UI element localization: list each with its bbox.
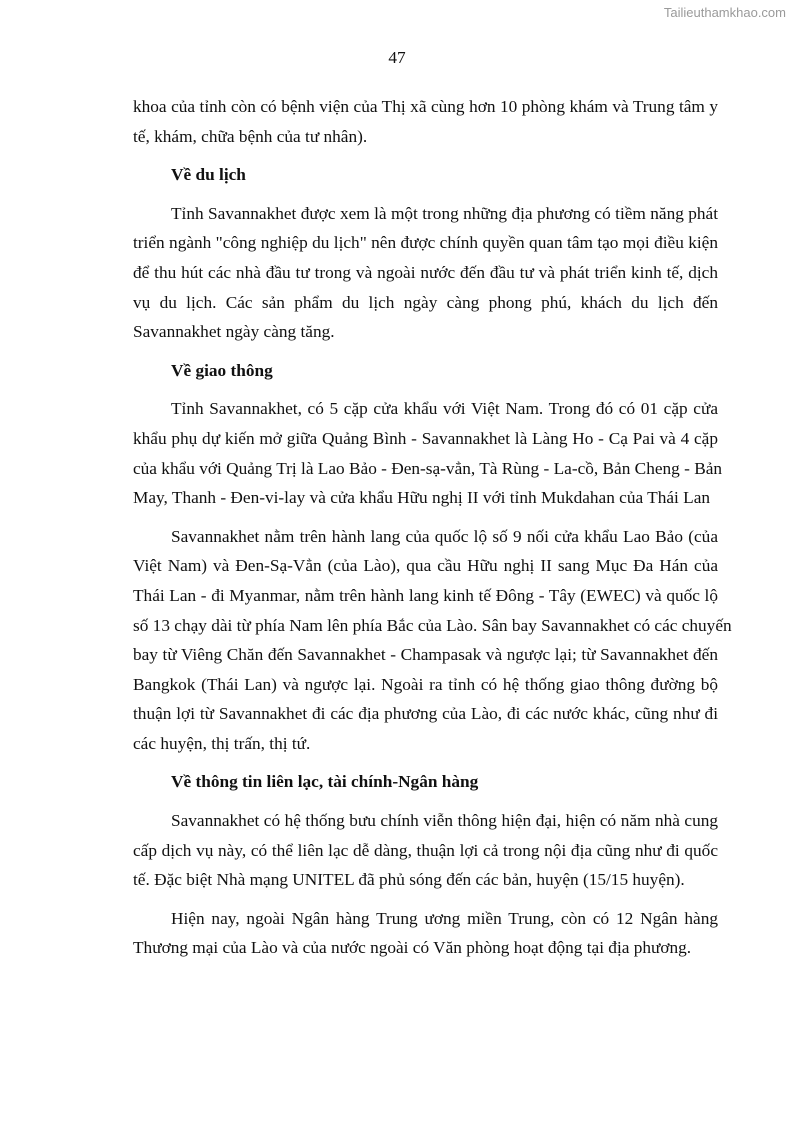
text-line: để thu hút các nhà đầu tư trong và ngoài nước đến đầu tư và phát triển kinh tế, dịch xyxy=(133,262,718,282)
text-line: vụ du lịch. Các sản phẩm du lịch ngày càng phong phú, khách du lịch đến xyxy=(133,292,718,312)
text-line: Hiện nay, ngoài Ngân hàng Trung ương miền Trung, còn có 12 Ngân hàng xyxy=(171,908,718,928)
text-line: của khẩu với Quảng Trị là Lao Bảo - Đen-sạ-vẳn, Tà Rùng - La-cồ, Bản Cheng - Bản xyxy=(133,458,723,478)
heading-communications-finance: Về thông tin liên lạc, tài chính-Ngân hàng xyxy=(171,772,479,792)
text-line: các huyện, thị trấn, thị tứ. xyxy=(133,733,311,753)
text-line: tế. Đặc biệt Nhà mạng UNITEL đã phủ sóng đến các bản, huyện (15/15 huyện). xyxy=(133,870,685,890)
text-line: Savannakhet nằm trên hành lang của quốc lộ số 9 nối cửa khẩu Lao Bảo (của xyxy=(171,526,718,546)
text-line: triển ngành "công nghiệp du lịch" nên được chính quyền quan tâm tạo mọi điều kiện xyxy=(133,233,718,253)
text-line: khoa của tỉnh còn có bệnh viện của Thị xã cùng hơn 10 phòng khám và Trung tâm y xyxy=(133,97,718,116)
heading-transport: Về giao thông xyxy=(171,360,273,380)
text-line: Thái Lan - đi Myanmar, nằm trên hành lang kinh tế Đông - Tây (EWEC) và quốc lộ xyxy=(133,585,718,605)
text-line: May, Thanh - Đen-vi-lay và cửa khẩu Hữu nghị II với tỉnh Mukdahan của Thái Lan xyxy=(133,488,711,508)
watermark: Tailieuthamkhao.com xyxy=(663,5,786,20)
text-line: Savannakhet ngày càng tăng. xyxy=(133,322,335,342)
text-line: Savannakhet có hệ thống bưu chính viễn thông hiện đại, hiện có năm nhà cung xyxy=(171,811,718,831)
heading-tourism: Về du lịch xyxy=(171,165,246,185)
paragraph-health-continued xyxy=(133,92,718,151)
text-line: Tỉnh Savannakhet được xem là một trong những địa phương có tiềm năng phát xyxy=(171,203,718,223)
text-line: Bangkok (Thái Lan) và ngược lại. Ngoài ra tỉnh có hệ thống giao thông đường bộ xyxy=(133,674,718,694)
text-line: thuận lợi từ Savannakhet đi các địa phương của Lào, đi các nước khác, cũng như đi xyxy=(133,704,718,724)
page-number: 47 xyxy=(388,48,406,67)
text-line: Việt Nam) và Đen-Sạ-Vẳn (của Lào), qua cầu Hữu nghị II sang Mục Đa Hán của xyxy=(133,556,718,576)
paragraph-tourism xyxy=(133,199,718,347)
document-body xyxy=(133,92,732,972)
text-line: khẩu phụ dự kiến mở giữa Quảng Bình - Savannakhet là Làng Ho - Cạ Pai và 4 cặp xyxy=(133,428,718,448)
text-line: Thương mại của Lào và của nước ngoài có Văn phòng hoạt động tại địa phương. xyxy=(133,938,692,958)
paragraph-banking xyxy=(133,904,718,963)
text-line: cấp dịch vụ này, có thể liên lạc dễ dàng, thuận lợi cả trong nội địa cũng như đi quốc xyxy=(133,840,718,860)
text-line: tế, khám, chữa bệnh của tư nhân). xyxy=(133,126,368,146)
text-line: bay từ Viêng Chăn đến Savannakhet - Champasak và ngược lại; từ Savannakhet đến xyxy=(133,645,718,665)
text-line: số 13 chạy dài từ phía Nam lên phía Bắc của Lào. Sân bay Savannakhet có các chuyến xyxy=(133,615,732,635)
paragraph-telecom xyxy=(133,806,718,895)
paragraph-border-gates xyxy=(133,394,723,512)
text-line: Tỉnh Savannakhet, có 5 cặp cửa khẩu với Việt Nam. Trong đó có 01 cặp cửa xyxy=(171,399,718,419)
paragraph-highways xyxy=(133,522,732,759)
